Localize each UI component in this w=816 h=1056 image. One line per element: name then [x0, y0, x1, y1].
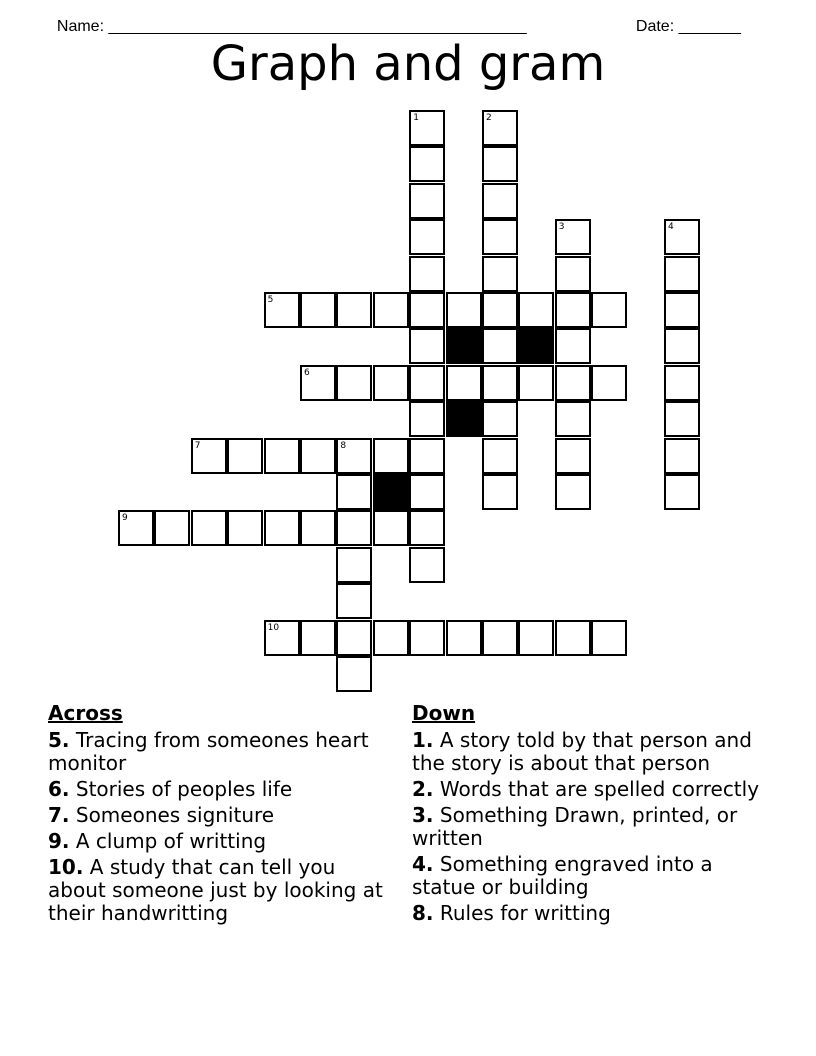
answer-cell[interactable] — [336, 547, 372, 583]
clue-text: Tracing from someones heart monitor — [48, 728, 369, 775]
answer-cell[interactable] — [336, 620, 372, 656]
clue-number: 6 — [304, 367, 310, 378]
down-clue-list — [412, 729, 782, 925]
answer-cell[interactable] — [482, 474, 518, 510]
name-label: Name: _______________________________________________ — [56, 18, 527, 35]
answer-cell[interactable] — [409, 256, 445, 292]
down-clues — [412, 702, 782, 928]
clue-item — [48, 830, 398, 853]
answer-cell[interactable] — [518, 292, 554, 328]
answer-cell[interactable] — [227, 510, 263, 546]
answer-cell[interactable] — [264, 620, 300, 656]
answer-cell[interactable] — [664, 292, 700, 328]
answer-cell[interactable] — [518, 365, 554, 401]
date-label: Date: _______ — [635, 18, 741, 35]
answer-cell[interactable] — [300, 438, 336, 474]
answer-cell[interactable] — [664, 219, 700, 255]
answer-cell[interactable] — [409, 146, 445, 182]
answer-cell[interactable] — [191, 510, 227, 546]
clue-number-label: 2. — [412, 777, 434, 801]
clue-text: A clump of writting — [75, 829, 267, 853]
answer-cell[interactable] — [336, 583, 372, 619]
clue-item — [48, 729, 398, 775]
answer-cell[interactable] — [118, 510, 154, 546]
black-square — [446, 401, 482, 437]
black-square — [446, 328, 482, 364]
answer-cell[interactable] — [409, 438, 445, 474]
answer-cell[interactable] — [373, 620, 409, 656]
clue-item — [48, 778, 398, 801]
answer-cell[interactable] — [555, 620, 591, 656]
answer-cell[interactable] — [482, 401, 518, 437]
answer-cell[interactable] — [591, 620, 627, 656]
clue-text: Words that are spelled correctly — [439, 777, 760, 801]
answer-cell[interactable] — [518, 620, 554, 656]
answer-cell[interactable] — [373, 365, 409, 401]
answer-cell[interactable] — [409, 219, 445, 255]
answer-cell[interactable] — [409, 401, 445, 437]
answer-cell[interactable] — [409, 110, 445, 146]
down-heading: Down — [412, 701, 476, 725]
answer-cell[interactable] — [591, 292, 627, 328]
answer-cell[interactable] — [664, 365, 700, 401]
answer-cell[interactable] — [409, 510, 445, 546]
across-clues — [48, 702, 398, 928]
answer-cell[interactable] — [555, 219, 591, 255]
answer-cell[interactable] — [482, 328, 518, 364]
answer-cell[interactable] — [409, 183, 445, 219]
clue-number: 9 — [122, 513, 128, 524]
clue-text: Someones signiture — [75, 803, 275, 827]
answer-cell[interactable] — [336, 292, 372, 328]
clue-item — [412, 729, 782, 775]
answer-cell[interactable] — [446, 620, 482, 656]
clue-number-label: 4. — [412, 852, 434, 876]
answer-cell[interactable] — [555, 328, 591, 364]
answer-cell[interactable] — [591, 365, 627, 401]
answer-cell[interactable] — [409, 365, 445, 401]
answer-cell[interactable] — [336, 510, 372, 546]
clue-text: Rules for writting — [439, 901, 611, 925]
clue-item — [412, 804, 782, 850]
clue-item — [412, 853, 782, 899]
answer-cell[interactable] — [264, 292, 300, 328]
answer-cell[interactable] — [482, 110, 518, 146]
black-square — [518, 328, 554, 364]
clue-number: 2 — [486, 113, 492, 123]
clue-item — [48, 804, 398, 827]
clue-number-label: 1. — [412, 728, 434, 752]
clue-number: 3 — [558, 222, 565, 233]
answer-cell[interactable] — [664, 401, 700, 437]
answer-cell[interactable] — [373, 438, 409, 474]
clue-text: Stories of peoples life — [75, 777, 293, 801]
clue-number-label: 6. — [48, 777, 70, 801]
clue-number-label: 7. — [48, 803, 70, 827]
answer-cell[interactable] — [373, 510, 409, 546]
answer-cell[interactable] — [482, 365, 518, 401]
answer-cell[interactable] — [664, 256, 700, 292]
answer-cell[interactable] — [409, 474, 445, 510]
across-heading: Across — [48, 701, 123, 725]
black-square — [373, 474, 409, 510]
answer-cell[interactable] — [300, 292, 336, 328]
clue-number: 10 — [267, 622, 280, 633]
clue-number: 4 — [668, 222, 674, 233]
answer-cell[interactable] — [409, 547, 445, 583]
clue-text: A story told by that person and the story is about that person — [412, 728, 752, 775]
answer-cell[interactable] — [482, 256, 518, 292]
clue-text: Something engraved into a statue or building — [412, 852, 713, 899]
puzzle-title: Graph and gram — [210, 36, 606, 92]
clue-number-label: 3. — [412, 803, 434, 827]
clue-item — [48, 856, 398, 925]
answer-cell[interactable] — [482, 219, 518, 255]
answer-cell[interactable] — [409, 292, 445, 328]
answer-cell[interactable] — [555, 292, 591, 328]
clue-item — [412, 902, 782, 925]
clue-number: 7 — [194, 440, 201, 451]
clue-number: 1 — [413, 113, 419, 123]
answer-cell[interactable] — [191, 438, 227, 474]
across-clue-list — [48, 729, 398, 925]
answer-cell[interactable] — [664, 438, 700, 474]
answer-cell[interactable] — [264, 510, 300, 546]
answer-cell[interactable] — [300, 620, 336, 656]
answer-cell[interactable] — [336, 656, 372, 692]
answer-cell[interactable] — [664, 328, 700, 364]
clue-number: 8 — [340, 440, 347, 451]
clue-number-label: 10. — [48, 855, 84, 879]
answer-cell[interactable] — [555, 438, 591, 474]
clue-number: 5 — [267, 295, 274, 305]
answer-cell[interactable] — [336, 438, 372, 474]
clue-number-label: 8. — [412, 901, 434, 925]
answer-cell[interactable] — [664, 474, 700, 510]
answer-cell[interactable] — [446, 292, 482, 328]
answer-cell[interactable] — [555, 256, 591, 292]
answer-cell[interactable] — [373, 292, 409, 328]
answer-cell[interactable] — [482, 438, 518, 474]
answer-cell[interactable] — [409, 620, 445, 656]
clue-number-label: 9. — [48, 829, 70, 853]
clue-text: A study that can tell you about someone just by looking at their handwritting — [48, 855, 383, 925]
answer-cell[interactable] — [300, 365, 336, 401]
clue-item — [412, 778, 782, 801]
answer-cell[interactable] — [555, 365, 591, 401]
answer-cell[interactable] — [482, 183, 518, 219]
answer-cell[interactable] — [409, 328, 445, 364]
answer-cell[interactable] — [227, 438, 263, 474]
answer-cell[interactable] — [482, 620, 518, 656]
answer-cell[interactable] — [482, 292, 518, 328]
answer-cell[interactable] — [336, 365, 372, 401]
answer-cell[interactable] — [555, 474, 591, 510]
answer-cell[interactable] — [264, 438, 300, 474]
clue-text: Something Drawn, printed, or written — [412, 803, 738, 850]
answer-cell[interactable] — [446, 365, 482, 401]
answer-cell[interactable] — [555, 401, 591, 437]
answer-cell[interactable] — [482, 146, 518, 182]
answer-cell[interactable] — [300, 510, 336, 546]
answer-cell[interactable] — [336, 474, 372, 510]
answer-cell[interactable] — [154, 510, 190, 546]
clue-number-label: 5. — [48, 728, 70, 752]
